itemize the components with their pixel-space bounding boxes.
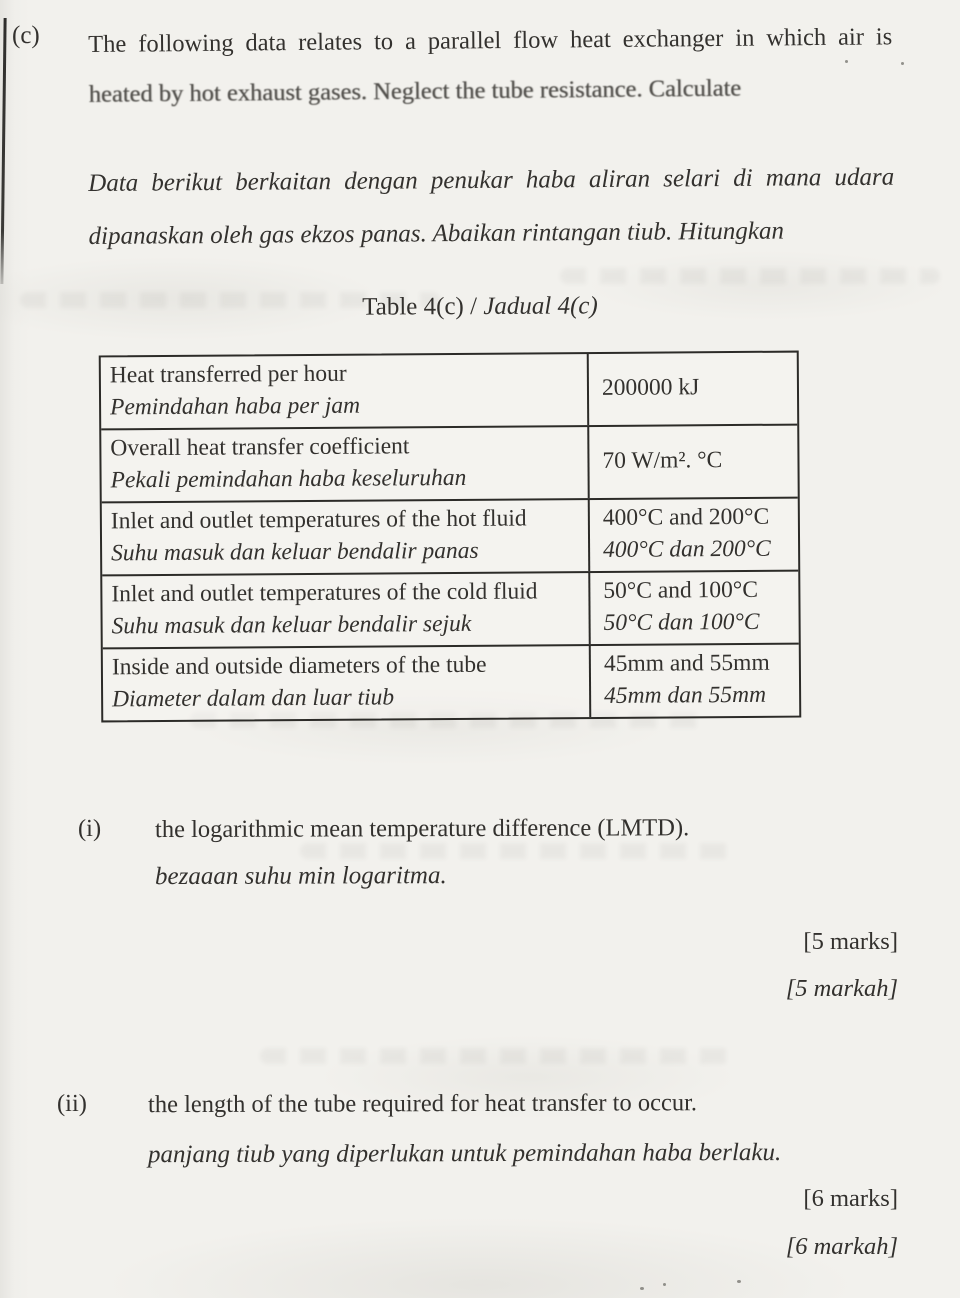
table-row-value [589,426,797,498]
question-ii-marks-ms: [6 markah] [785,1233,898,1260]
bleedthrough-smudge [300,843,730,859]
table-row-value [590,572,798,644]
question-i-text-ms: bezaaan suhu min logaritma. [154,862,447,891]
row-label-en: Inlet and outlet temperatures of the cold fluid [111,578,538,608]
table-row-label [101,354,589,428]
row-label-ms: Pemindahan haba per jam [109,392,361,420]
table-row-value [590,499,798,571]
table-row [102,570,798,648]
table-row [103,643,799,721]
scan-edge-line [0,18,6,284]
intro-malay [88,151,895,263]
bleedthrough-smudge [560,268,940,284]
scan-speck [640,1287,644,1290]
row-value-en: 400°C and 200°C [602,503,770,531]
bleedthrough-smudge [260,1048,730,1064]
row-label-ms: Suhu masuk dan keluar bendalir sejuk [111,610,472,639]
row-label-ms: Suhu masuk dan keluar bendalir panas [111,537,479,566]
row-label-en: Heat transferred per hour [109,360,347,389]
row-value-ms: 50°C dan 100°C [603,608,760,636]
table-row-label [102,573,590,647]
scan-speck [737,1280,741,1283]
question-ii-marks-en: [6 marks] [803,1185,898,1212]
question-ii-text-ms: panjang tiub yang diperlukan untuk pemindahan haba berlaku. [147,1139,782,1169]
question-c-label: (c) [12,22,40,49]
table-row-label [102,500,590,574]
row-label-ms: Diameter dalam dan luar tiub [112,683,395,712]
table-row [102,497,798,575]
row-value-en: 200000 kJ [601,374,700,401]
question-i-marks-en: [5 marks] [803,928,898,955]
table-row [101,424,797,502]
row-label-ms: Pekali pemindahan haba keseluruhan [110,464,467,493]
row-label-en: Overall heat transfer coefficient [110,433,410,462]
table-title-en: Table 4(c) / [362,292,484,321]
question-i-marks-ms: [5 markah] [785,975,898,1002]
table-title-ms: Jadual 4(c) [483,292,598,320]
question-ii-text-en: the length of the tube required for heat transfer to occur. [147,1089,698,1119]
intro-english-line1: The following data relates to a parallel flow heat exchanger in which air is [88,23,893,58]
row-value-en: 70 W/m². °C [602,446,723,474]
row-value-ms: 45mm dan 55mm [604,681,767,709]
intro-malay-line1: Data berikut berkaitan dengan penukar haba aliran selari di mana udara [88,163,895,197]
table-title [0,290,960,323]
intro-english [88,12,893,120]
table-row [101,353,797,429]
row-value-ms: 400°C dan 200°C [603,535,771,563]
scan-speck [901,62,904,65]
question-i-label: (i) [77,814,102,843]
data-table [99,351,802,723]
row-label-en: Inlet and outlet temperatures of the hot fluid [110,505,527,535]
table-row-value [591,645,799,717]
row-label-en: Inside and outside diameters of the tube [111,651,487,681]
row-value-en: 45mm and 55mm [603,649,770,677]
scan-speck [663,1283,666,1286]
intro-malay-line2: dipanaskan oleh gas ekzos panas. Abaikan rintangan tiub. Hitungkan [88,217,785,250]
question-i-text-en: the logarithmic mean temperature difference (LMTD). [154,814,690,844]
intro-english-line2: heated by hot exhaust gases. Neglect the tube resistance. Calculate [88,74,742,108]
row-value-en: 50°C and 100°C [603,576,759,604]
table-row-value [589,353,797,425]
question-ii-label: (ii) [56,1089,87,1118]
table-row-label [103,646,591,720]
table-row-label [101,427,589,501]
